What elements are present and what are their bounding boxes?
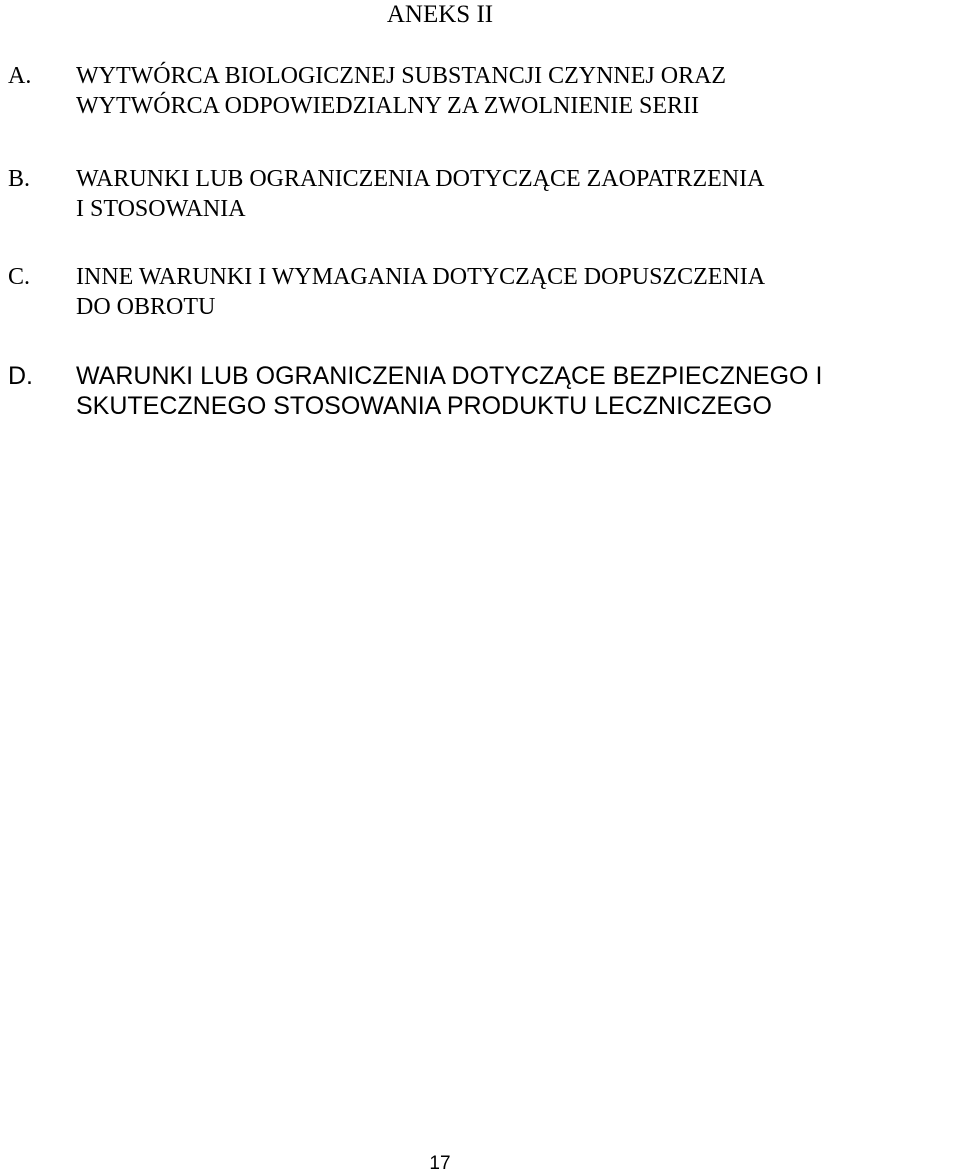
section-title: [76, 361, 958, 421]
section-title-line: INNE WARUNKI I WYMAGANIA DOTYCZĄCE DOPUSZCZENIA: [76, 264, 766, 290]
section-c: [8, 262, 958, 322]
section-title: [76, 164, 958, 224]
section-title-line: DO OBROTU: [76, 294, 216, 320]
section-title-line: WYTWÓRCA BIOLOGICZNEJ SUBSTANCJI CZYNNEJ ORAZ: [76, 63, 727, 89]
section-a: [8, 61, 958, 121]
section-letter: B.: [8, 166, 31, 192]
page-title: ANEKS II: [386, 1, 494, 28]
section-d: [8, 361, 958, 421]
section-letter: D.: [8, 362, 33, 390]
section-letter: C.: [8, 264, 31, 290]
section-title-line: I STOSOWANIA: [76, 196, 246, 222]
section-b: [8, 164, 958, 224]
section-title: [76, 61, 958, 121]
section-title-line: SKUTECZNEGO STOSOWANIA PRODUKTU LECZNICZEGO: [76, 392, 772, 420]
section-title-line: WARUNKI LUB OGRANICZENIA DOTYCZĄCE ZAOPATRZENIA: [76, 166, 765, 192]
page-number: 17: [429, 1153, 451, 1174]
section-title-line: WARUNKI LUB OGRANICZENIA DOTYCZĄCE BEZPIECZNEGO I: [76, 362, 823, 390]
section-title-line: WYTWÓRCA ODPOWIEDZIALNY ZA ZWOLNIENIE SERII: [76, 93, 699, 119]
section-title: [76, 262, 958, 322]
section-letter: A.: [8, 63, 32, 89]
